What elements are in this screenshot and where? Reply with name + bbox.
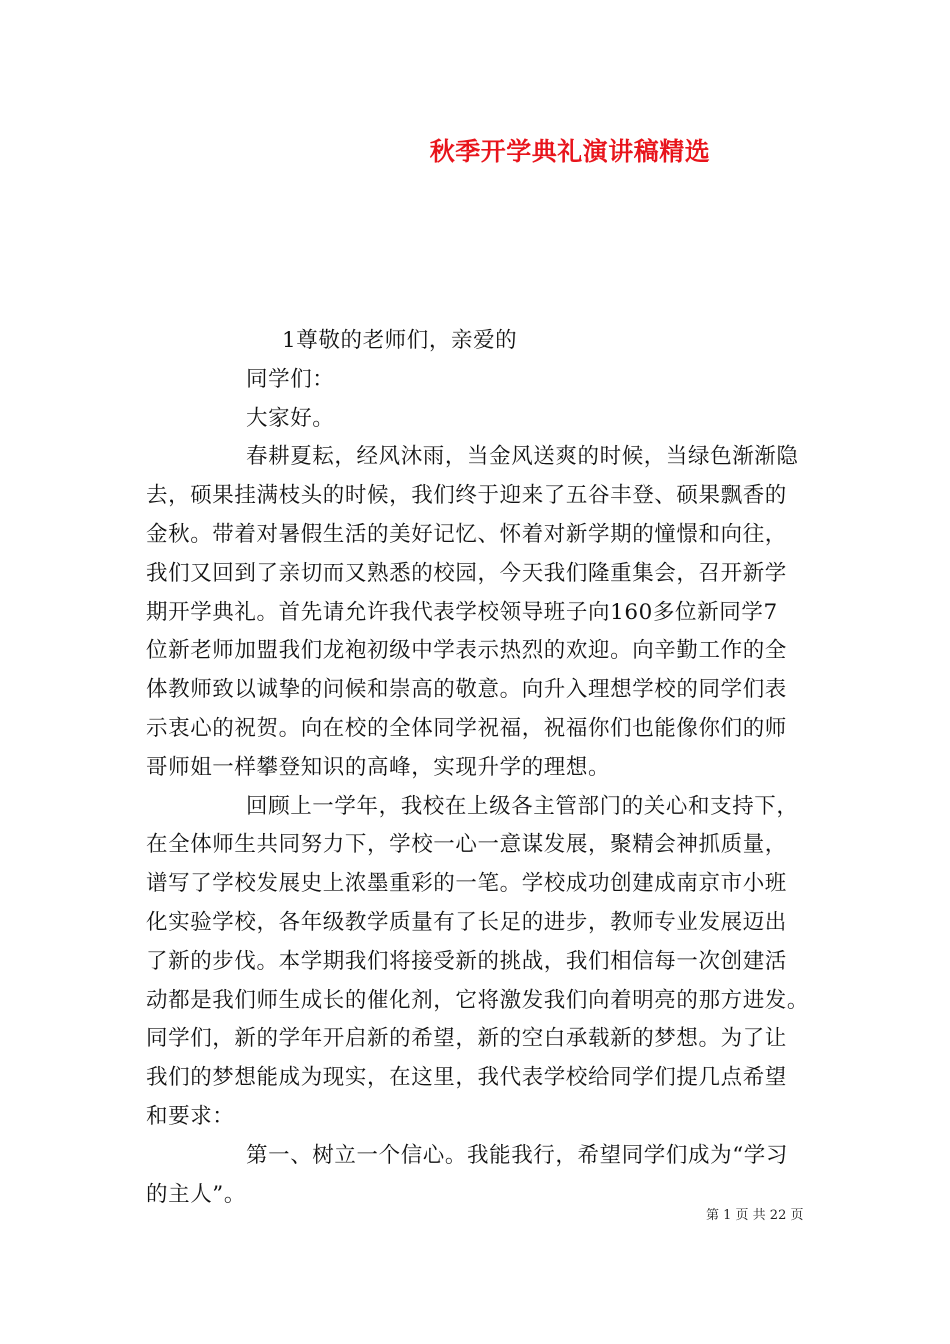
body-line: 期开学典礼。首先请允许我代表学校领导班子向160多位新同学7: [146, 599, 778, 625]
body-line: 第一、树立一个信心。我能我行，希望同学们成为“学习: [246, 1142, 788, 1168]
body-line: 的主人”。: [146, 1181, 246, 1207]
body-line: 我们又回到了亲切而又熟悉的校园，今天我们隆重集会，召开新学: [146, 560, 787, 586]
body-line: 了新的步伐。本学期我们将接受新的挑战，我们相信每一次创建活: [146, 948, 787, 974]
body-line: 春耕夏耘，经风沐雨，当金风送爽的时候，当绿色渐渐隐: [246, 444, 799, 470]
body-line: 同学们：: [246, 366, 335, 392]
body-line: 体教师致以诚挚的问候和崇高的敬意。向升入理想学校的同学们表: [146, 677, 787, 703]
document-title: 秋季开学典礼演讲稿精选: [429, 137, 711, 166]
body-line: 示衷心的祝贺。向在校的全体同学祝福，祝福你们也能像你们的师: [146, 715, 787, 741]
body-line: 我们的梦想能成为现实，在这里，我代表学校给同学们提几点希望: [146, 1065, 787, 1091]
body-line: 哥师姐一样攀登知识的高峰，实现升学的理想。: [146, 754, 611, 780]
page-number-footer: 第 1 页 共 22 页: [706, 1208, 804, 1223]
body-line: 和要求：: [146, 1103, 235, 1129]
body-line: 大家好。: [246, 405, 335, 431]
body-line: 同学们，新的学年开启新的希望，新的空白承载新的梦想。为了让: [146, 1026, 787, 1052]
body-line: 回顾上一学年，我校在上级各主管部门的关心和支持下，: [246, 793, 799, 819]
body-line: 动都是我们师生成长的催化剂，它将激发我们向着明亮的那方进发。: [146, 987, 810, 1013]
body-line: 去，硕果挂满枝头的时候，我们终于迎来了五谷丰登、硕果飘香的: [146, 483, 787, 509]
body-line: 化实验学校，各年级教学质量有了长足的进步，教师专业发展迈出: [146, 909, 787, 935]
body-line: 金秋。带着对暑假生活的美好记忆、怀着对新学期的憧憬和向往，: [146, 521, 787, 547]
body-line: 在全体师生共同努力下，学校一心一意谋发展，聚精会神抓质量，: [146, 832, 787, 858]
body-line: 位新老师加盟我们龙袍初级中学表示热烈的欢迎。向辛勤工作的全: [146, 638, 787, 664]
body-line: 1尊敬的老师们，亲爱的: [282, 328, 518, 353]
document-body: [146, 322, 812, 1214]
body-line: 谱写了学校发展史上浓墨重彩的一笔。学校成功创建成南京市小班: [146, 871, 787, 897]
